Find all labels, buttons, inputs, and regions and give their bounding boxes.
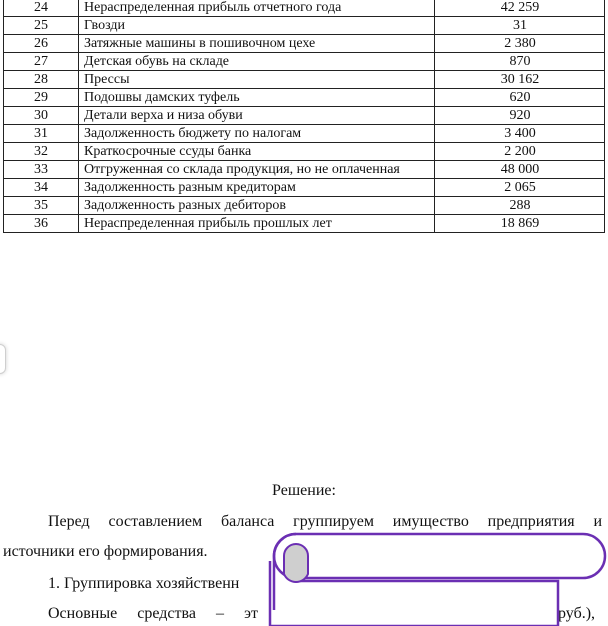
item-name-cell: Прессы xyxy=(79,71,435,89)
table-row xyxy=(4,71,605,89)
item-value-cell: 3 400 xyxy=(435,125,605,143)
solution-heading: Решение: xyxy=(272,482,336,499)
item-value-cell: 620 xyxy=(435,89,605,107)
scroll-left-roll xyxy=(274,534,296,610)
item-value-cell: 31 xyxy=(435,17,605,35)
item-value-cell: 42 259 xyxy=(435,0,605,17)
row-number-cell: 25 xyxy=(4,17,79,35)
paragraph-3-start xyxy=(48,604,258,624)
item-name-cell: Задолженность разным кредиторам xyxy=(79,179,435,197)
item-value-cell: 920 xyxy=(435,107,605,125)
paragraph-3-dash: – xyxy=(216,605,225,622)
row-number-cell: 27 xyxy=(4,53,79,71)
table-row xyxy=(4,0,605,17)
item-value-cell: 30 162 xyxy=(435,71,605,89)
items-table xyxy=(3,0,605,233)
item-value-cell: 18 869 xyxy=(435,215,605,233)
paragraph-3-word-1: Основные xyxy=(48,605,118,622)
item-name-cell: Задолженность разных дебиторов xyxy=(79,197,435,215)
table-row xyxy=(4,161,605,179)
table-row xyxy=(4,17,605,35)
table-row xyxy=(4,107,605,125)
row-number-cell: 34 xyxy=(4,179,79,197)
item-name-cell: Затяжные машины в пошивочном цехе xyxy=(79,35,435,53)
row-number-cell: 30 xyxy=(4,107,79,125)
row-number-cell: 24 xyxy=(4,0,79,17)
row-number-cell: 33 xyxy=(4,161,79,179)
item-value-cell: 288 xyxy=(435,197,605,215)
item-name-cell: Нераспределенная прибыль отчетного года xyxy=(79,0,435,17)
item-name-cell: Нераспределенная прибыль прошлых лет xyxy=(79,215,435,233)
row-number-cell: 29 xyxy=(4,89,79,107)
table-row xyxy=(4,35,605,53)
scroll-curl xyxy=(284,544,308,582)
scroll-body xyxy=(270,561,558,626)
row-number-cell: 28 xyxy=(4,71,79,89)
item-name-cell: Краткосрочные ссуды банка xyxy=(79,143,435,161)
table-row xyxy=(4,143,605,161)
paragraph-1-line-2: источники его формирования. xyxy=(3,543,208,560)
item-value-cell: 870 xyxy=(435,53,605,71)
row-number-cell: 32 xyxy=(4,143,79,161)
table-row xyxy=(4,197,605,215)
table-row xyxy=(4,125,605,143)
item-name-cell: Задолженность бюджету по налогам xyxy=(79,125,435,143)
item-name-cell: Детская обувь на складе xyxy=(79,53,435,71)
paragraph-3-word-3: эт xyxy=(244,605,258,622)
paragraph-1-line-1: Перед составлением баланса группируем имущество предприятия и xyxy=(48,513,602,530)
row-number-cell: 26 xyxy=(4,35,79,53)
item-name-cell: Гвозди xyxy=(79,17,435,35)
page-edge-handle[interactable] xyxy=(0,344,6,374)
item-name-cell: Подошвы дамских туфель xyxy=(79,89,435,107)
row-number-cell: 35 xyxy=(4,197,79,215)
table-row xyxy=(4,215,605,233)
item-name-cell: Детали верха и низа обуви xyxy=(79,107,435,125)
item-value-cell: 48 000 xyxy=(435,161,605,179)
paragraph-3-end: руб.), xyxy=(558,605,596,622)
row-number-cell: 36 xyxy=(4,215,79,233)
row-number-cell: 31 xyxy=(4,125,79,143)
scroll-top-band xyxy=(274,534,605,578)
table-row xyxy=(4,179,605,197)
item-value-cell: 2 065 xyxy=(435,179,605,197)
item-value-cell: 2 200 xyxy=(435,143,605,161)
paragraph-3-word-2: средства xyxy=(137,605,196,622)
paragraph-2: 1. Группировка хозяйственн xyxy=(48,575,240,592)
item-name-cell: Отгруженная со склада продукция, но не оплаченная xyxy=(79,161,435,179)
table-row xyxy=(4,89,605,107)
item-value-cell: 2 380 xyxy=(435,35,605,53)
table-row xyxy=(4,53,605,71)
